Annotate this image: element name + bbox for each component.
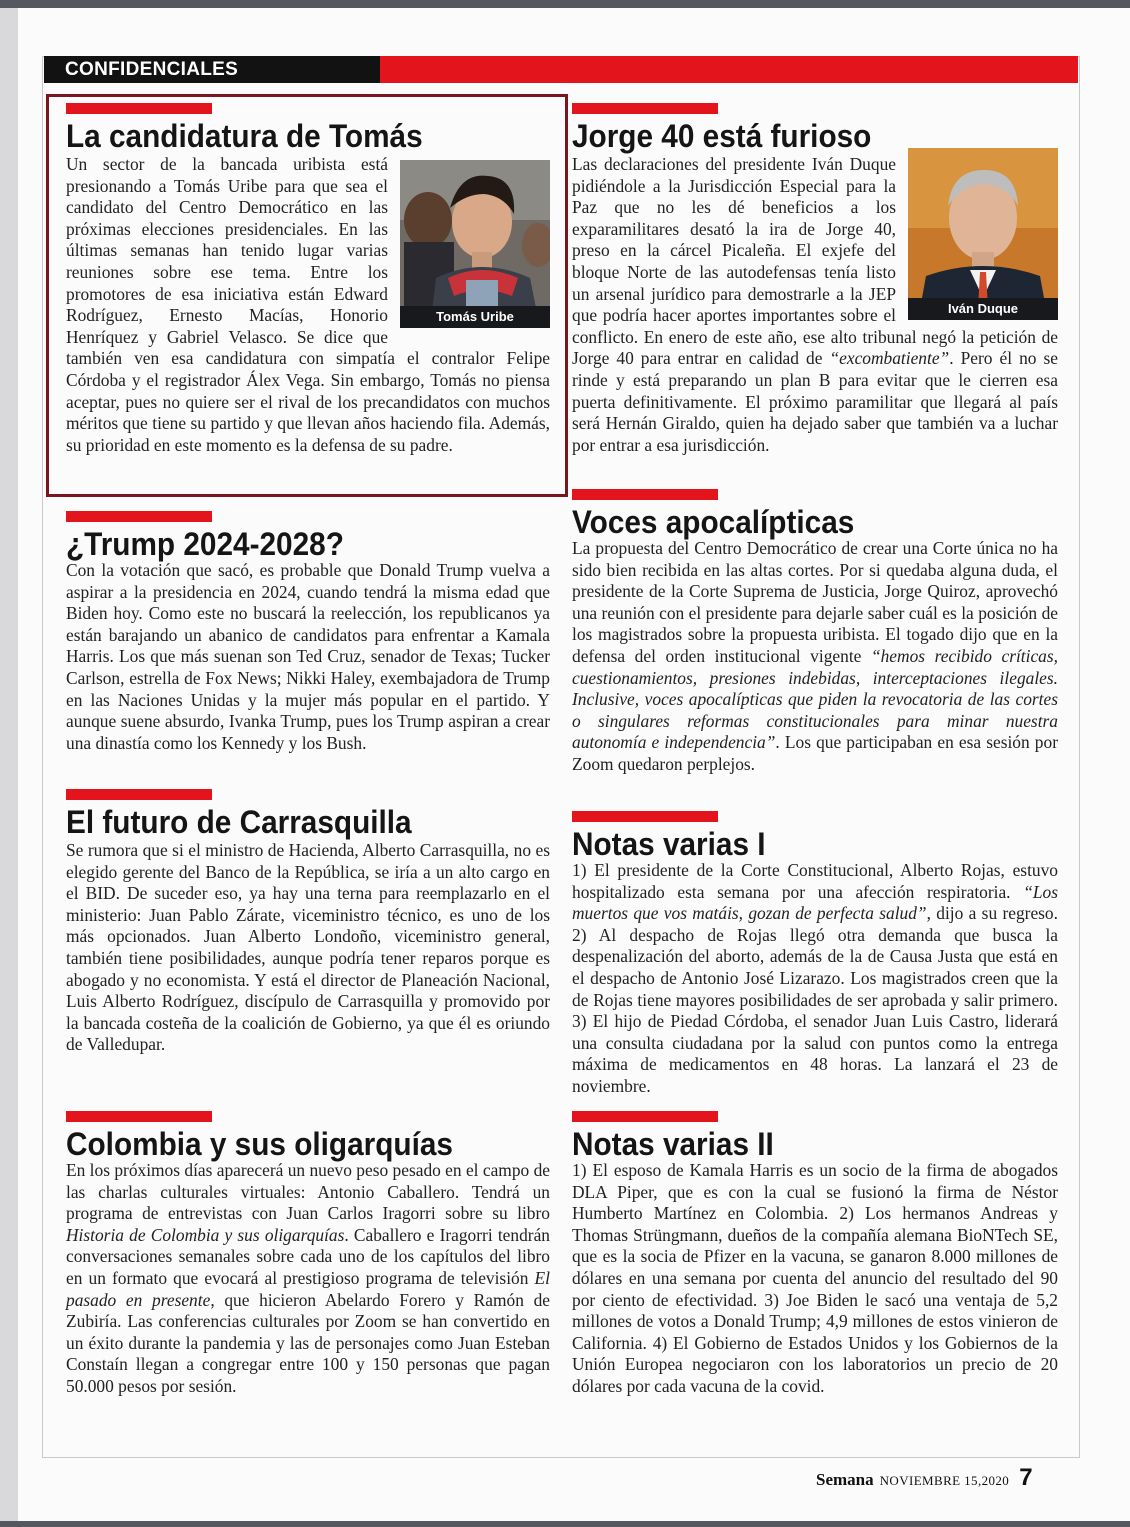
article-body-text: Se rumora que si el ministro de Hacienda, Alberto Carrasquilla, no es elegido gerente del Banco de la República, se iría a un alto cargo en el BID. De suceder eso, ya hay una terna para reemplazarlo en el ministerio: Juan Pablo Zárate, viceministro técnico, es uno de los más opcionados. Juan Alberto Londoño, viceministro general, también tiene posibilidades, aunque podría tener reparos porque es abogado y no economista. Y está el director de Planeación Nacional, Luis Alberto Rodríguez, discípulo de Carrasquilla y promovido por la bancada costeña de la coalición de Gobierno, ya que él es oriundo de Valledupar.: [66, 840, 550, 1055]
article-title: Jorge 40 está furioso: [572, 118, 872, 154]
article-body-text: Con la votación que sacó, es probable que Donald Trump vuelva a aspirar a la presidencia en 2024, cuando tendrá la misma edad que Biden hoy. Como este no buscará la reelección, los republicanos ya están barajando un abanico de candidatos para enfrentar a Kamala Harris. Los que más suenan son Ted Cruz, senador de Texas; Tucker Carlson, estrella de Fox News; Nikki Haley, exembajadora de Trump en las Naciones Unidas y la mujer más popular en el partido. Y aunque suene absurdo, Ivanka Trump, pues los Trump aspiran a crear una dinastía como los Kennedy y los Bush.: [66, 560, 550, 753]
banner-red-bar: [380, 56, 1078, 83]
tv-show-title: El pasado en presente: [66, 1267, 550, 1310]
article-body: [66, 560, 550, 754]
article-accent-bar: [572, 811, 718, 822]
article-title: Voces apocalípticas: [572, 504, 855, 540]
article-accent-bar: [66, 1111, 212, 1122]
article-accent-bar: [66, 511, 212, 522]
body-part-2: . Caballero e Iragorri tendrán conversaciones semanales sobre cada uno de los capítulos del libro en un formato que evocará al prestigioso programa de televisión: [66, 1224, 550, 1288]
window-top-edge: [0, 0, 1130, 8]
article-body-text: [572, 860, 1058, 1098]
article-title: ¿Trump 2024-2028?: [66, 526, 344, 562]
book-title: Historia de Colombia y sus oligarquías: [66, 1224, 345, 1245]
body-part-3: , que hicieron Abelardo Forero y Ramón de Zubiría. Las conferencias culturales por Zoom se han convertido en un éxito durante la pandemia y las de personajes como Juan Esteban Constaín llegan a congregar entre 100 y 150 personas que pagan 50.000 pesos por sesión.: [66, 1289, 551, 1396]
article-body: [66, 1160, 550, 1398]
article-body-text: Un sector de la bancada uribista está presionando a Tomás Uribe para que sea el candidato del Centro Democrático en las próximas elecciones presidenciales. En las últimas semanas han tenido lugar varias reuniones sobre ese tema. Entre los promotores de esa iniciativa están Edward Rodríguez, Ernesto Macías, Honorio Henríquez y Gabriel Velasco. Se dice que también ven esa candidatura con simpatía el contralor Felipe Córdoba y el registrador Álex Vega. Sin embargo, Tomás no piensa aceptar, pues no quiere ser el rival de los precandidatos con muchos méritos que tiene su partido y que llevan años haciendo fila. Además, su prioridad en este momento es la defensa de su padre.: [66, 154, 550, 455]
article-body: [572, 1160, 1058, 1398]
article-title: Notas varias I: [572, 826, 766, 862]
page-number: 7: [1019, 1464, 1033, 1491]
highlight-frame: [46, 94, 568, 497]
article-body: [572, 860, 1058, 1098]
ivan-duque-portrait-image: [908, 148, 1058, 320]
page-footer: [816, 1464, 1033, 1492]
article-body-text: 1) El esposo de Kamala Harris es un socio de la firma de abogados DLA Piper, que es con la cual se fusionó la firma de Néstor Humberto Martínez en Colombia. 2) Los hermanos Andreas y Thomas Strüngmann, dueños de la compañía alemana BioNTech SE, que es la socia de Pfizer en la vacuna, se ganaron 8.000 millones de dólares en una semana por cuenta del anuncio del resultado del 90 por ciento de efectividad. 3) Joe Biden le sacó una ventaja de 5,2 millones de votos a Donald Trump; 4,9 millones de estos vinieron de California. 4) El Gobierno de Estados Unidos y los Gobiernos de la Unión Europea negociaron con los laboratorios un precio de 20 dólares por cada vacuna de la covid.: [572, 1160, 1058, 1396]
body-part-1: La propuesta del Centro Democrático de crear una Corte única no ha sido bien recibida en las altas cortes. Por si quedaba alguna duda, el presidente de la Corte Suprema de Justicia, Jorge Quiroz, aprovechó una reunión con el presidente para dejarle saber cuál es la posición de los magistrados sobre la propuesta uribista. El togado dijo que en la defensa del orden institucional vigente: [572, 538, 1058, 666]
body-part-2: , dijo a su regreso. 2) Al despacho de Rojas llegó otra demanda que busca la despenalización del aborto, además de la de Causa Justa que está en el despacho de Antonio José Lizarazo. Los magistrados creen que la de Rojas tiene mayores posibilidades de ser aprobada y salir primero. 3) El hijo de Piedad Córdoba, el senador Juan Luis Castro, liderará una consulta ciudadana por la salud con puntos como la entrega máxima de medicamentos en 48 horas. La lanzará el 23 de noviembre.: [572, 903, 1058, 1096]
body-quote: “Los muertos que vos matáis, gozan de perfecta salud”: [572, 881, 1058, 924]
issue-date: NOVIEMBRE 15,2020: [879, 1473, 1010, 1488]
body-part-1: 1) El presidente de la Corte Constitucional, Alberto Rojas, estuvo hospitalizado esta semana por una afección respiratoria.: [572, 860, 1058, 902]
body-part-1: En los próximos días aparecerá un nuevo peso pesado en el campo de las charlas culturales virtuales: Antonio Caballero. Tendrá un programa de entrevistas con Juan Carlos Iragorri sobre su libro: [66, 1160, 550, 1224]
article-accent-bar: [572, 489, 718, 500]
photo-caption: Tomás Uribe: [400, 306, 550, 328]
body-part-1: Las declaraciones del presidente Iván Duque pidiéndole a la Jurisdicción Especial para la Paz que no les dé beneficios a los exparamilitares desató la ira de Jorge 40, preso en la cárcel Picaleña. El exjefe del bloque Norte de las autodefensas tenía listo un arsenal jurídico para demostrarle a la JEP que podría hacer aportes importantes sobre el conflicto. En enero de este año, ese alto tribunal negó la petición de Jorge 40 para entrar en calidad de: [572, 154, 1058, 369]
article-body: [572, 154, 1058, 456]
article-body: [66, 840, 550, 1056]
magazine-name: Semana: [816, 1470, 874, 1489]
article-accent-bar: [572, 103, 718, 114]
article-body-text: [572, 538, 1058, 776]
body-quote: “hemos recibido críticas, cuestionamientos, presiones indebidas, interceptaciones ilegales. Inclusive, voces apocalípticas que piden la revocatoria de las cortes o singulares reformas constitucionales para minar nuestra autonomía e independencia”: [572, 645, 1058, 753]
article-body-text: [66, 1160, 550, 1398]
article-title: Colombia y sus oligarquías: [66, 1126, 453, 1162]
article-body: [572, 538, 1058, 776]
ivan-duque-photo: [908, 148, 1058, 320]
article-accent-bar: [66, 789, 212, 800]
article-title: Notas varias II: [572, 1126, 774, 1162]
section-banner: [44, 56, 1078, 83]
photo-caption: Iván Duque: [908, 298, 1058, 320]
article-accent-bar: [572, 1111, 718, 1122]
article-title: La candidatura de Tomás: [66, 118, 423, 154]
body-quote: “excombatiente”: [829, 348, 950, 369]
article-title: El futuro de Carrasquilla: [66, 804, 412, 840]
section-title: CONFIDENCIALES: [44, 56, 380, 83]
body-part-2: . Pero él no se rinde y está preparando un plan B para evitar que le cierren esa puerta definitivamente. El próximo paramilitar que llegará al país será Hernán Giraldo, quien ha dejado saber que también va a luchar por entrar a esa jurisdicción.: [572, 348, 1058, 455]
window-bottom-edge: [0, 1521, 1130, 1527]
body-part-2: . Los que participaban en esa sesión por Zoom quedaron perplejos.: [572, 732, 1058, 774]
